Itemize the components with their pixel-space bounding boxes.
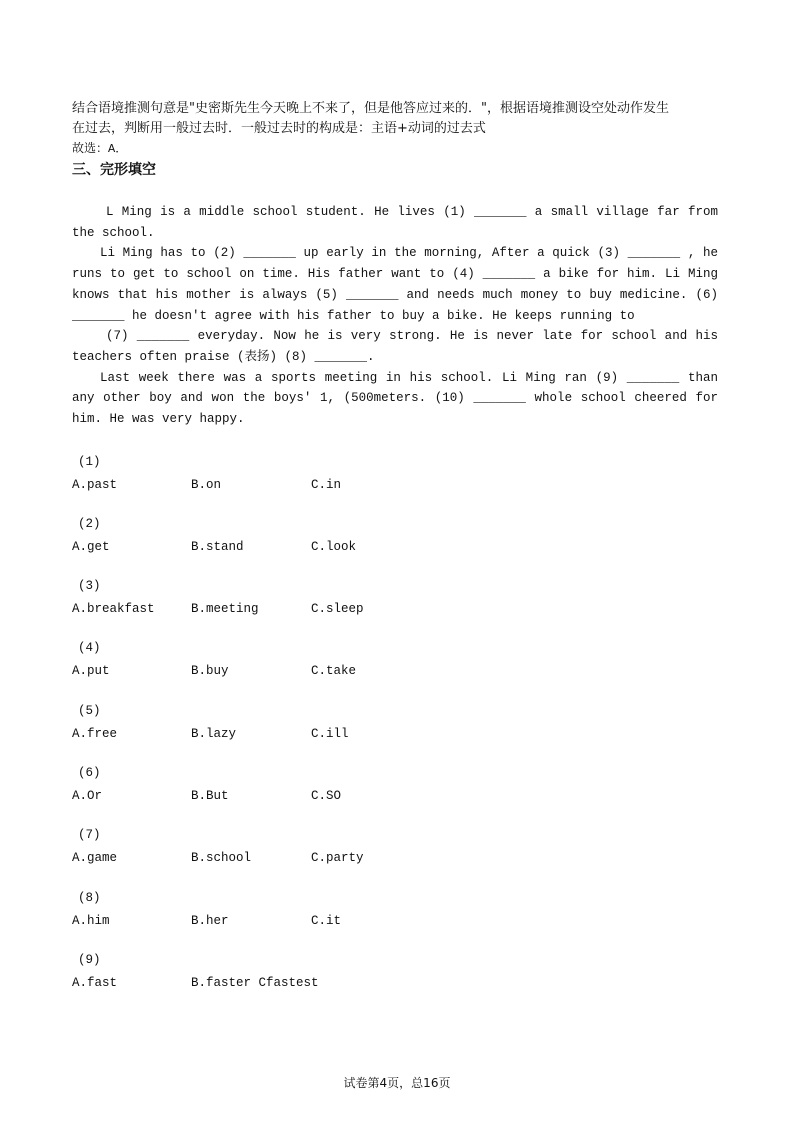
option-b: B.stand [191,540,244,554]
option-b: B.buy [191,664,229,678]
question-number: (7) [78,828,101,842]
passage-paragraph-2: Li Ming has to (2) _______ up early in the morning, After a quick (3) _______ , he runs to get to school on time. His father want to (4) _______ a bike for him. Li Ming knows that his mother is always (5) _______ and needs much money to buy medicine. (6) _______ he doesn't agree with his father to buy a bike. He keeps running to [72,246,718,323]
option-b: B.But [191,789,229,803]
answer-line: 故选：A． [72,142,128,156]
passage-paragraph-1: L Ming is a middle school student. He lives (1) _______ a small village far from the school. [72,205,718,240]
option-c: C.sleep [311,602,364,616]
question-number: (3) [78,579,101,593]
option-a: A.get [72,540,110,554]
cloze-passage [72,202,718,430]
analysis-line-2: 在过去，判断用一般过去时．一般过去时的构成是：主语+动词的过去式 [72,121,486,136]
option-c: C.in [311,478,342,492]
passage-paragraph-3: (7) _______ everyday. Now he is very strong. He is never late for school and his teachers often praise (表扬) (8) _______. [72,329,718,364]
option-a: A.free [72,727,118,741]
option-a: A.game [72,851,118,865]
option-c: C.party [311,851,364,865]
analysis-line-1: 结合语境推测句意是"史密斯先生今天晚上不来了，但是他答应过来的．"，根据语境推测设空处动作发生 [72,101,669,116]
option-a: A.breakfast [72,602,155,616]
option-a: A.Or [72,789,103,803]
passage-paragraph-4: Last week there was a sports meeting in his school. Li Ming ran (9) _______ than any other boy and won the boys' 1, (500meters. (10) _______ whole school cheered for him. He was very happy. [72,370,718,427]
option-a: A.him [72,914,110,928]
question-number: (2) [78,517,101,531]
question-number: (5) [78,704,101,718]
question-number: (9) [78,953,101,967]
option-b: B.lazy [191,727,237,741]
option-a: A.fast [72,976,118,990]
analysis-text [72,99,722,139]
option-b: B.school [191,851,252,865]
option-c: C.it [311,914,342,928]
option-a: A.put [72,664,110,678]
option-c: C.take [311,664,357,678]
option-b: B.faster Cfastest [191,976,319,990]
question-number: (6) [78,766,101,780]
option-b: B.meeting [191,602,259,616]
question-number: (8) [78,891,101,905]
section-title: 三、完形填空 [72,162,156,178]
option-c: C.ill [311,727,349,741]
option-c: C.SO [311,789,342,803]
option-c: C.look [311,540,357,554]
page-footer: 试卷第4页，总16页 [343,1076,451,1090]
question-number: (4) [78,641,101,655]
option-a: A.past [72,478,118,492]
option-b: B.her [191,914,229,928]
option-b: B.on [191,478,222,492]
question-number: (1) [78,455,101,469]
